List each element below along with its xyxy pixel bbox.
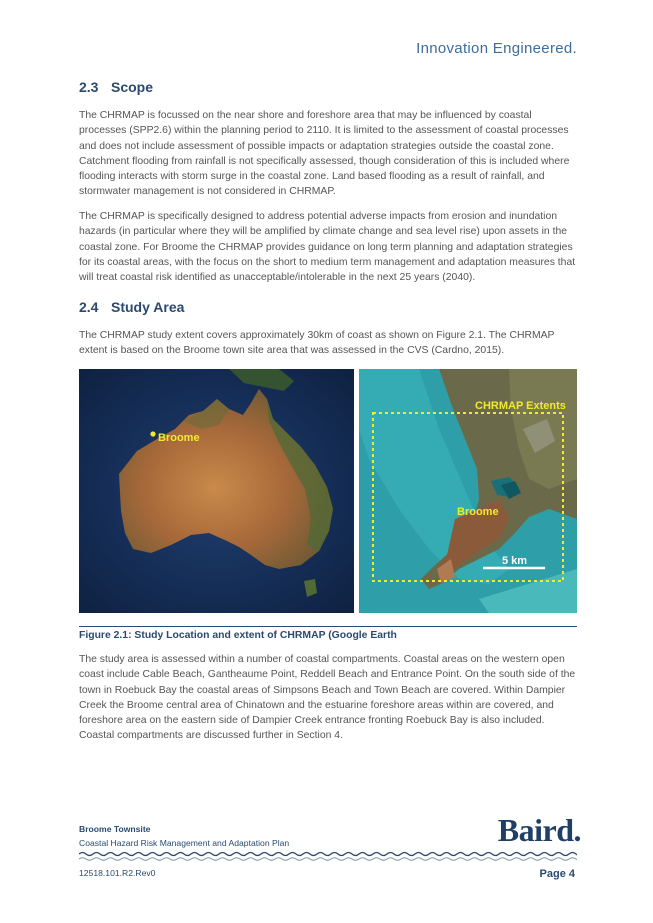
baird-logo: Baird. (497, 812, 581, 848)
footer-project-subtitle: Coastal Hazard Risk Management and Adaptation Plan (79, 838, 290, 848)
section-heading-scope (79, 79, 153, 95)
section-number: 2.4 (79, 299, 99, 315)
document-number: 12518.101.R2.Rev0 (79, 868, 156, 878)
scope-paragraph-1: The CHRMAP is focussed on the near shore and foreshore area that may be influenced by coastal processes (SPP2.6) within the planning period to 2110. It is limited to the assessment of coastal processes and does not include assessment of possible impacts or adaptation strategies outside the coastal zone. Catchment flooding from rainfall is not specifically assessed, though consideration of this is included where flooding interacts with storm surge in the coastal zone. Land based flooding as a result of rainfall, and stormwater management is not considered in CHRMAP. (79, 110, 570, 198)
broome-town-label: Broome (457, 506, 499, 518)
australia-satellite-map (79, 369, 354, 613)
chrmap-extents-label: CHRMAP Extents (475, 400, 566, 412)
footer-project-title: Broome Townsite (79, 824, 151, 834)
broome-location-marker (150, 431, 155, 436)
compartments-paragraph: The study area is assessed within a number of coastal compartments. Coastal areas on the western open coast include Cable Beach, Gantheaume Point, Reddell Beach and Entrance Point. On the south side of the town in Roebuck Bay the coastal areas of Simpsons Beach and Town Beach are covered. Within Dampier Creek the Broome central area of Chinatown and the estuarine foreshore areas within are covered, and foreshore area on the eastern side of Dampier Creek entrance fronting Roebuck Bay is also included. Coastal compartments are discussed further in Section 4. (79, 654, 576, 742)
footer-wave-divider (79, 849, 577, 863)
page-number: Page 4 (539, 868, 575, 880)
scope-paragraph-2: The CHRMAP is specifically designed to address potential adverse impacts from erosion and inundation hazards (in particular where they will be amplified by climate change and sea level rise) upon assets in the coastal zone. For Broome the CHRMAP provides guidance on long term planning and adaptation strategies for its coastal areas, with the focus on the short to medium term management and adaptation measures that will treat coastal risk identified as unacceptable/intolerable in the next 25 years (2040). (79, 211, 576, 284)
figure-caption-rule (79, 626, 577, 627)
scale-label: 5 km (502, 555, 528, 567)
broome-satellite-map (359, 369, 577, 613)
section-title: Scope (111, 79, 154, 95)
section-heading-study-area (79, 299, 184, 315)
header-tagline: Innovation Engineered. (416, 40, 577, 57)
study-area-paragraph: The CHRMAP study extent covers approximately 30km of coast as shown on Figure 2.1. The CHRMAP extent is based on the Broome town site area that was assessed in the CVS (Cardno, 2015). (79, 330, 555, 357)
figure-caption: Figure 2.1: Study Location and extent of CHRMAP (Google Earth (79, 630, 397, 641)
section-number: 2.3 (79, 79, 99, 95)
section-title: Study Area (111, 299, 185, 315)
broome-map-label: Broome (158, 432, 200, 444)
